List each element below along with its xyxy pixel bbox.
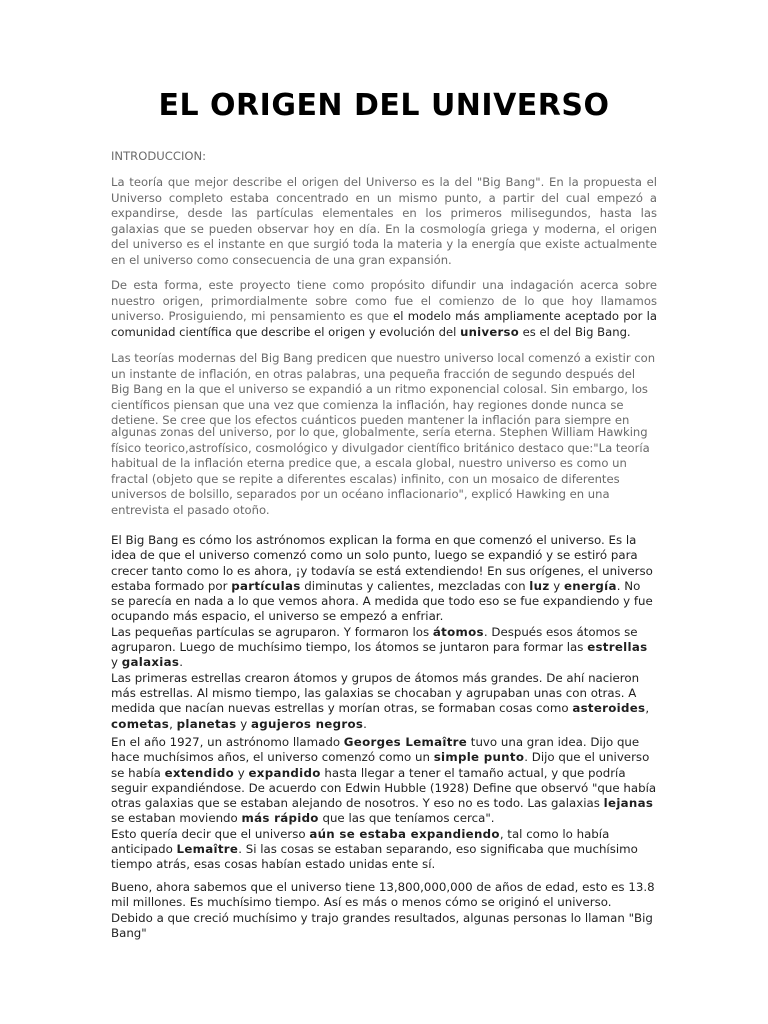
lm-text: Esto quería decir que el universo <box>111 826 310 841</box>
lm-bold: simple punto <box>433 750 525 765</box>
purpose-text-2: el modelo más ampliamente aceptado por la comunidad científica que describe el origen y evolución del <box>111 309 657 339</box>
bb-bold: energía <box>564 578 617 593</box>
purpose-text-3: es el del Big Bang. <box>518 324 631 339</box>
lm-text: y <box>234 765 249 780</box>
bb-text: y <box>549 578 564 593</box>
bb-text: diminutas y calientes, mezcladas con <box>300 578 530 593</box>
bb-text: . No se parecía en nada a lo que vemos ahora. A medida que todo eso se fue expandiendo y fue ocupando más espacio, el universo se empezó a enfriar. <box>111 578 653 624</box>
lm-bold: extendido <box>164 765 234 780</box>
purpose-bold-universo: universo <box>460 324 519 339</box>
page-title: EL ORIGEN DEL UNIVERSO <box>158 88 610 123</box>
bb-text: , <box>645 701 650 716</box>
bb-text: , <box>169 716 177 731</box>
lm-text: tuvo una gran idea. Dijo que hace muchísimos años, el universo comenzó como un <box>111 735 640 765</box>
lm-text: hasta llegar a tener el tamaño actual, y que podría seguir expandiéndose. De acuerdo con Edwin Hubble (1928) Define que observó "que había otras galaxias que se estaban alejando de nosotros. Y eso no es todo. Las galaxias <box>111 765 657 811</box>
bb-text: . Después esos átomos se agruparon. Luego de muchísimo tiempo, los átomos se juntaron para formar las <box>111 624 638 655</box>
bb-text: . <box>363 716 367 731</box>
bb-bold: cometas <box>111 716 170 731</box>
lm-bold: Georges Lemaître <box>343 735 468 749</box>
purpose-text-1: De esta forma, este proyecto tiene como propósito difundir una indagación acerca sobre nuestro origen, primordialmente sobre como fue el comienzo de lo que hoy llamamos universo. Prosiguiendo, mi pensamiento es que <box>111 278 657 324</box>
bb-text: y <box>236 716 251 731</box>
lm-bold: aún se estaba expandiendo <box>309 826 500 841</box>
lm-text: que las que teníamos cerca". <box>318 811 495 826</box>
bb-bold: estrellas <box>587 640 648 655</box>
paragraph-purpose <box>111 278 657 340</box>
lm-bold: expandido <box>248 765 321 780</box>
lm-bold: más rápido <box>241 811 319 826</box>
paragraph-inflation: Las teorías modernas del Big Bang predicen que nuestro universo local comenzó a existir con un instante de inflación, en otras palabras, una pequeña fracción de segundo después del Big Bang en la que el universo se expandió a un ritmo exponencial colosal. Sin embargo, los científicos piensan que una vez que comienza la inflación, hay regiones donde nunca se detiene. Se cree que los efectos cuánticos pueden mantener la inflación para siempre en <box>111 351 656 428</box>
lm-text: , tal como lo había anticipado <box>111 826 610 857</box>
intro-heading: INTRODUCCION: <box>111 149 207 163</box>
bb-bold: galaxias <box>121 655 180 670</box>
lm-text: . Dijo que el universo se había <box>111 750 650 780</box>
bb-text: Las primeras estrellas crearon átomos y grupos de átomos más grandes. De ahí nacieron más estrellas. Al mismo tiempo, las galaxias se chocaban y agrupaban unas con otras. A medida que nacían nuevas estrellas y morían otras, se formaban cosas como <box>111 670 640 716</box>
bb-bold: luz <box>529 578 550 593</box>
bb-text: y <box>111 655 122 670</box>
bb-bold: partículas <box>231 578 301 593</box>
lm-text: En el año 1927, un astrónomo llamado <box>111 735 344 749</box>
bb-bold: átomos <box>432 624 484 639</box>
bb-text: Las pequeñas partículas se agruparon. Y formaron los <box>111 624 433 639</box>
paragraph-lemaitre <box>111 735 657 873</box>
paragraph-hawking: algunas zonas del universo, por lo que, globalmente, sería eterna. Stephen William Hawking físico teorico,astrofísico, cosmológico y divulgador científico británico destaco que:"La teoría habitual de la inflación eterna predice que, a escala global, nuestro universo es como un fractal (objeto que se repite a diferentes escalas) infinito, con un mosaico de diferentes universos de bolsillo, separados por un océano inflacionario", explicó Hawking en una entrevista el pasado otoño. <box>111 425 650 517</box>
paragraph-intro: La teoría que mejor describe el origen del Universo es la del "Big Bang". En la propuesta el Universo completo estaba concentrado en un mismo punto, a partir del cual empezó a expandirse, desde las partículas elementales en los primeros milisegundos, hasta las galaxias que se pueden observar hoy en día. En la cosmología griega y moderna, el origen del universo es el instante en que surgió toda la materia y la energía que existe actualmente en el universo como consecuencia de una gran expansión. <box>111 175 657 267</box>
bb-text: . <box>179 655 183 670</box>
bb-text: El Big Bang es cómo los astrónomos explican la forma en que comenzó el universo. Es la idea de que el universo comenzó como un solo punto, luego se expandió y se estiró para crecer tanto como lo es ahora, ¡y todavía se está extendiendo! En sus orígenes, el universo estaba formado por <box>111 533 653 593</box>
lm-bold: lejanas <box>603 796 654 811</box>
bb-bold: planetas <box>176 716 237 731</box>
lm-bold: Lemaître <box>176 842 239 857</box>
paragraph-conclusion: Bueno, ahora sabemos que el universo tiene 13,800,000,000 de años de edad, esto es 13.8 mil millones. Es muchísimo tiempo. Así es más o menos cómo se originó el universo. Debido a que creció muchísimo y trajo grandes resultados, algunas personas lo llaman "Big Bang" <box>111 880 655 940</box>
bb-bold: asteroides <box>572 701 646 716</box>
lm-text: . Si las cosas se estaban separando, eso significaba que muchísimo tiempo atrás, esas cosas habían estado unidas ente sí. <box>111 842 638 872</box>
lm-text: se estaban moviendo <box>111 811 242 826</box>
paragraph-big-bang <box>111 533 657 732</box>
bb-bold: agujeros negros <box>250 716 364 731</box>
